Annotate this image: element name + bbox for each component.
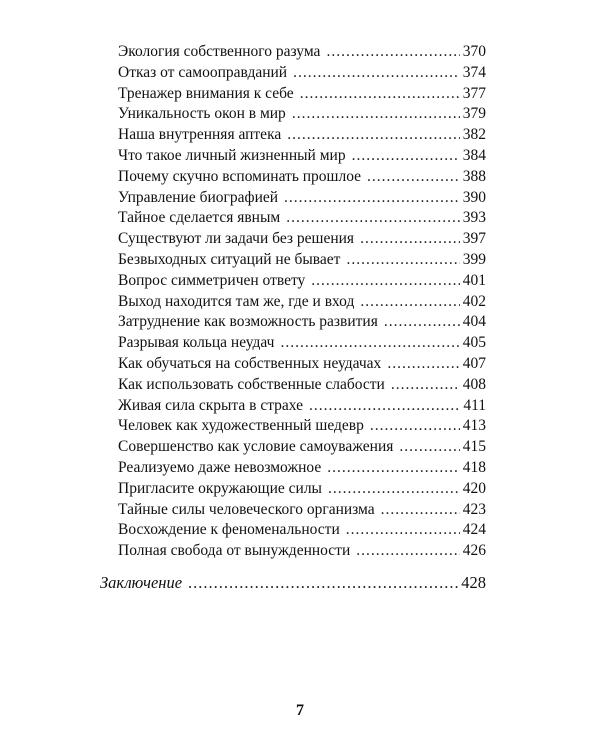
dot-leader (188, 573, 458, 594)
dot-leader (292, 104, 460, 125)
toc-entry-page: 390 (462, 188, 486, 206)
toc-entry-page: 402 (462, 292, 486, 310)
toc-entry-page: 426 (462, 542, 486, 560)
dot-leader (309, 396, 460, 417)
toc-entry (118, 375, 486, 396)
toc-entry-title: Управление биографией (118, 188, 279, 206)
toc-entry (118, 479, 486, 500)
toc-entry-page: 393 (462, 209, 486, 227)
dot-leader (381, 500, 460, 521)
toc-entry-page: 382 (462, 126, 486, 144)
toc-entry-title: Как использовать собственные слабости (118, 375, 385, 393)
toc-entry (118, 520, 486, 541)
toc-entry-title: Выход находится там же, где и вход (118, 292, 355, 310)
toc-entry (118, 229, 486, 250)
dot-leader (360, 292, 459, 313)
toc-entry-page: 418 (462, 458, 486, 476)
dot-leader (287, 125, 460, 146)
toc-entry-page: 415 (462, 438, 486, 456)
dot-leader (284, 188, 460, 209)
toc-entry-title: Восхождение к феноменальности (118, 521, 340, 539)
toc-entry-title: Уникальность окон в мир (118, 105, 286, 123)
toc-entry-title: Тайные силы человеческого организма (118, 500, 375, 518)
toc-entry-page: 377 (462, 84, 486, 102)
dot-leader (360, 229, 460, 250)
toc-entry (118, 104, 486, 125)
dot-leader (311, 271, 459, 292)
toc-entry (118, 188, 486, 209)
toc-entry-page: 428 (461, 573, 486, 592)
toc-entry (118, 208, 486, 229)
table-of-contents (118, 42, 486, 562)
dot-leader (280, 333, 459, 354)
dot-leader (356, 541, 460, 562)
dot-leader (286, 208, 460, 229)
toc-entry-page: 407 (462, 354, 486, 372)
toc-entry-title: Затруднение как возможность развития (118, 313, 378, 331)
toc-entry-page: 411 (463, 396, 486, 414)
toc-entry-title: Заключение (100, 573, 183, 592)
toc-entry-page: 379 (462, 105, 486, 123)
toc-entry (118, 354, 486, 375)
toc-entry (118, 292, 486, 313)
toc-entry-page: 388 (462, 167, 486, 185)
toc-entry (118, 458, 486, 479)
toc-entry-title: Живая сила скрыта в страхе (118, 396, 304, 414)
toc-entry-title: Реализуемо даже невозможное (118, 458, 322, 476)
dot-leader (346, 520, 460, 541)
dot-leader (370, 416, 460, 437)
toc-entry-page: 399 (462, 250, 486, 268)
dot-leader (384, 312, 460, 333)
toc-entry-title: Существуют ли задачи без решения (118, 230, 355, 248)
toc-entry-page: 374 (462, 63, 486, 81)
toc-entry (118, 437, 486, 458)
toc-entry-title: Совершенство как условие самоуважения (118, 438, 394, 456)
toc-entry-page: 384 (462, 146, 486, 164)
toc-entry-page: 424 (462, 521, 486, 539)
toc-entry-title: Тренажер внимания к себе (118, 84, 294, 102)
toc-entry-page: 405 (462, 334, 486, 352)
toc-entry-page: 404 (462, 313, 486, 331)
toc-entry (118, 396, 486, 417)
toc-entry (118, 84, 486, 105)
toc-entry (118, 333, 486, 354)
dot-leader (328, 479, 460, 500)
dot-leader (293, 63, 460, 84)
toc-entry-title: Тайное сделается явным (118, 209, 281, 227)
toc-entry (118, 125, 486, 146)
dot-leader (399, 437, 459, 458)
dot-leader (327, 458, 460, 479)
page-number: 7 (296, 702, 304, 719)
dot-leader (346, 250, 459, 271)
dot-leader (387, 354, 459, 375)
toc-entry (118, 63, 486, 84)
toc-entry-title: Как обучаться на собственных неудачах (118, 354, 382, 372)
toc-entry-title: Наша внутренняя аптека (118, 126, 282, 144)
toc-entry (118, 167, 486, 188)
toc-entry-title: Человек как художественный шедевр (118, 417, 364, 435)
toc-entry-title: Почему скучно вспоминать прошлое (118, 167, 362, 185)
toc-entry-conclusion (100, 573, 486, 594)
toc-entry-title: Экология собственного разума (118, 43, 321, 60)
dot-leader (300, 84, 460, 105)
dot-leader (326, 42, 459, 63)
toc-entry-page: 401 (462, 271, 486, 289)
toc-entry-page: 408 (462, 375, 486, 393)
toc-entry-page: 413 (462, 417, 486, 435)
toc-entry-page: 370 (462, 43, 486, 60)
toc-entry-page: 423 (462, 500, 486, 518)
toc-entry-title: Полная свобода от вынужденности (118, 542, 351, 560)
toc-entry-title: Вопрос симметричен ответу (118, 271, 306, 289)
dot-leader (352, 146, 460, 167)
toc-entry (118, 416, 486, 437)
toc-entry (118, 42, 486, 63)
toc-entry (118, 500, 486, 521)
toc-entry-title: Отказ от самооправданий (118, 63, 288, 81)
dot-leader (391, 375, 460, 396)
toc-entry (118, 541, 486, 562)
toc-entry (118, 146, 486, 167)
toc-entry (118, 250, 486, 271)
toc-entry-title: Разрывая кольца неудач (118, 334, 275, 352)
toc-entry-page: 397 (462, 230, 486, 248)
toc-entry-title: Пригласите окружающие силы (118, 479, 322, 497)
toc-entry (118, 271, 486, 292)
toc-entry-page: 420 (462, 479, 486, 497)
toc-entry-title: Что такое личный жизненный мир (118, 146, 346, 164)
toc-entry-title: Безвыходных ситуаций не бывает (118, 250, 341, 268)
dot-leader (367, 167, 460, 188)
toc-entry (118, 312, 486, 333)
